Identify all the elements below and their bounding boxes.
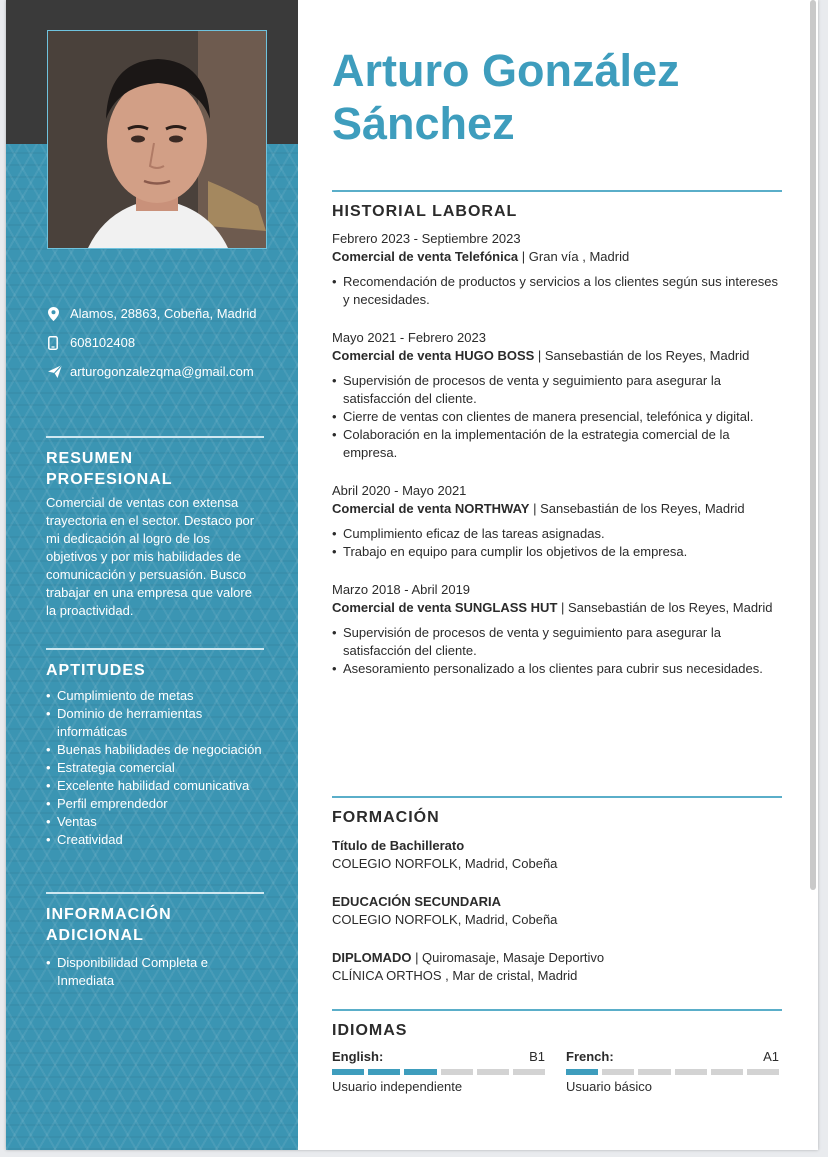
level-segment [404,1069,436,1075]
languages-title: IDIOMAS [332,1022,408,1039]
candidate-name: Arturo González Sánchez [332,45,680,149]
level-segment [441,1069,473,1075]
skills-section [46,648,264,849]
phone-icon [48,334,70,355]
summary-title: RESUMEN PROFESIONAL [46,450,173,488]
language-level-bar [332,1069,545,1075]
list-item: • Recomendación de productos y servicios a los clientes según sus intereses y necesidades. [332,273,782,309]
divider [332,1009,782,1011]
education-entry [332,837,782,873]
level-segment [675,1069,707,1075]
list-item: • Trabajo en equipo para cumplir los objetivos de la empresa. [332,543,782,561]
divider [46,892,264,894]
languages-section [332,1009,782,1108]
level-segment [368,1069,400,1075]
work-title: HISTORIAL LABORAL [332,203,518,220]
list-item: • Supervisión de procesos de venta y seguimiento para asegurar la satisfacción del cliente. [332,624,782,660]
job-role [332,599,782,617]
job-title: Comercial de venta HUGO BOSS [332,348,535,363]
divider [332,796,782,798]
list-item: • Cumplimiento eficaz de las tareas asignadas. [332,525,782,543]
job-bullets [332,273,782,309]
work-section [332,190,782,678]
skills-title: APTITUDES [46,662,146,679]
job-bullets [332,525,782,561]
additional-list [46,954,264,990]
list-item: • Colaboración en la implementación de la estrategia comercial de la empresa. [332,426,782,462]
education-entry [332,949,782,985]
contact-phone [48,334,263,355]
school: COLEGIO NORFOLK, Madrid, Cobeña [332,856,558,871]
language-name: French: [566,1049,614,1064]
additional-section [46,892,264,990]
school: CLÍNICA ORTHOS , Mar de cristal, Madrid [332,968,578,983]
divider [46,436,264,438]
job-location: | Sansebastián de los Reyes, Madrid [529,501,745,516]
contact-address [48,305,263,326]
level-segment [332,1069,364,1075]
summary-text: Comercial de ventas con extensa trayectoria en el sector. Destaco por mi dedicación al logro de los objetivos y por mis habilidades de comunicación y persuasión. Busco trabajar en una empresa que valore la proactividad. [46,495,255,618]
degree: DIPLOMADO [332,950,412,965]
level-segment [602,1069,634,1075]
job-title: Comercial de venta SUNGLASS HUT [332,600,558,615]
job-bullets [332,624,782,678]
job-dates: Abril 2020 - Mayo 2021 [332,483,467,498]
level-segment [513,1069,545,1075]
job-role [332,500,782,518]
summary-section [46,436,264,620]
education-title: FORMACIÓN [332,809,440,826]
resume-page [6,0,818,1150]
language-entry [566,1048,779,1096]
job-entry [332,581,782,678]
list-item: • Estrategia comercial [46,759,264,777]
job-dates: Febrero 2023 - Septiembre 2023 [332,231,521,246]
language-description: Usuario básico [566,1079,652,1094]
list-item: • Supervisión de procesos de venta y seguimiento para asegurar la satisfacción del cliente. [332,372,782,408]
language-level: A1 [763,1049,779,1064]
scrollbar[interactable] [810,0,816,890]
job-entry [332,482,782,561]
job-location: | Gran vía , Madrid [518,249,630,264]
language-level-bar [566,1069,779,1075]
email-text[interactable]: arturogonzalezqma@gmail.com [70,364,254,379]
phone-text: 608102408 [70,335,136,350]
job-bullets [332,372,782,462]
job-role [332,248,782,266]
address-text: Alamos, 28863, Cobeña, Madrid [70,306,257,321]
list-item: • Ventas [46,813,264,831]
job-dates: Marzo 2018 - Abril 2019 [332,582,471,597]
list-item: • Cumplimiento de metas [46,687,264,705]
profile-photo [47,30,267,249]
language-level: B1 [529,1049,545,1064]
language-name: English: [332,1049,384,1064]
level-segment [747,1069,779,1075]
list-item: • Cierre de ventas con clientes de manera presencial, telefónica y digital. [332,408,782,426]
list-item: • Disponibilidad Completa e Inmediata [46,954,264,990]
additional-title: INFORMACIÓN ADICIONAL [46,906,172,944]
divider [332,190,782,192]
divider [46,648,264,650]
level-segment [638,1069,670,1075]
job-role [332,347,782,365]
contact-info [48,305,263,391]
job-entry [332,230,782,309]
list-item: • Creatividad [46,831,264,849]
job-entry [332,329,782,462]
degree: EDUCACIÓN SECUNDARIA [332,894,502,909]
send-icon [48,363,70,383]
list-item: • Buenas habilidades de negociación [46,741,264,759]
list-item: • Perfil emprendedor [46,795,264,813]
job-title: Comercial de venta NORTHWAY [332,501,530,516]
job-title: Comercial de venta Telefónica [332,249,519,264]
level-segment [711,1069,743,1075]
list-item: • Asesoramiento personalizado a los clientes para cubrir sus necesidades. [332,660,782,678]
level-segment [477,1069,509,1075]
job-location: | Sansebastián de los Reyes, Madrid [557,600,773,615]
education-section [332,796,782,985]
language-description: Usuario independiente [332,1079,463,1094]
degree: Título de Bachillerato [332,838,465,853]
list-item: • Excelente habilidad comunicativa [46,777,264,795]
list-item: • Dominio de herramientas informáticas [46,705,264,741]
job-location: | Sansebastián de los Reyes, Madrid [534,348,750,363]
language-entry [332,1048,545,1096]
education-entry [332,893,782,929]
job-dates: Mayo 2021 - Febrero 2023 [332,330,486,345]
degree-extra: | Quiromasaje, Masaje Deportivo [411,950,605,965]
contact-email [48,363,263,383]
skills-list [46,687,264,849]
school: COLEGIO NORFOLK, Madrid, Cobeña [332,912,558,927]
sidebar [6,0,298,1150]
location-pin-icon [48,305,70,326]
languages-row [332,1048,782,1108]
level-segment [566,1069,598,1075]
